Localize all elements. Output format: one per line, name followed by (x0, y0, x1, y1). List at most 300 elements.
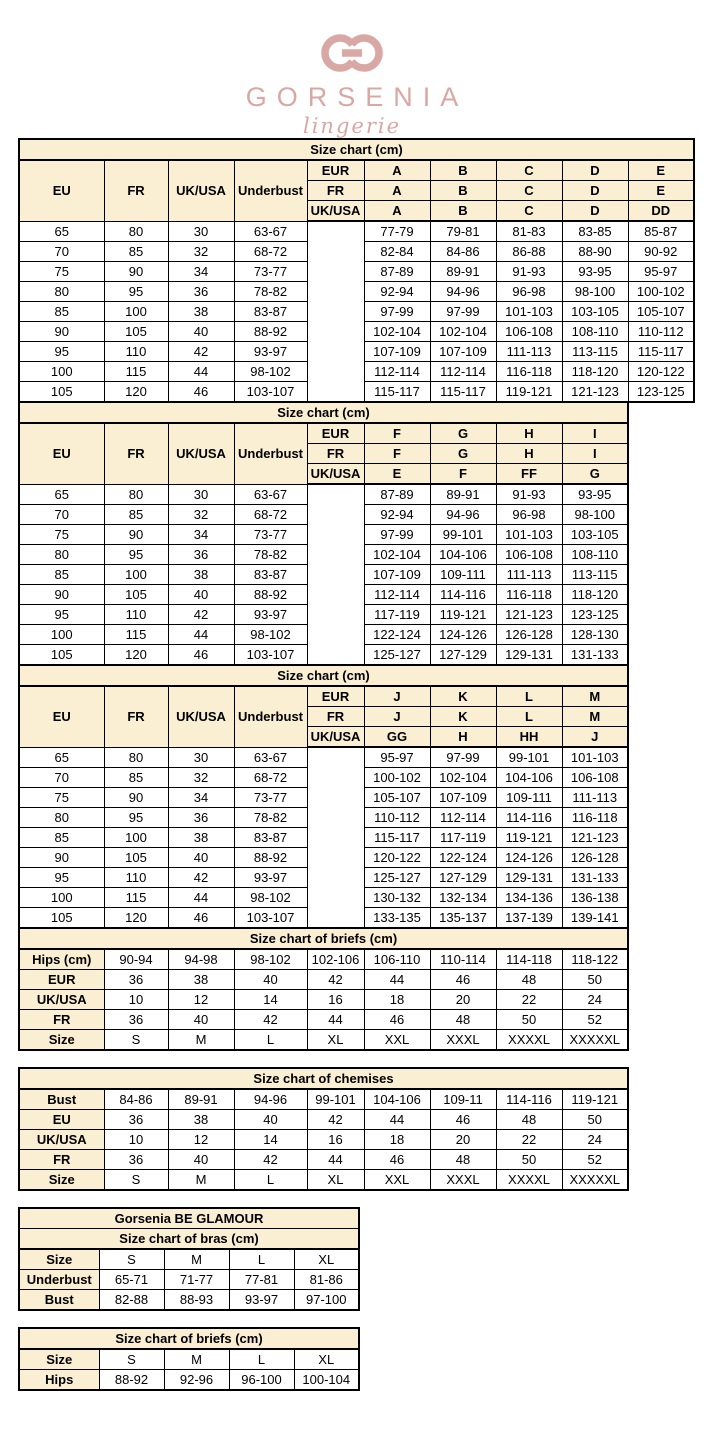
bust-range-cell: 134-136 (496, 888, 562, 908)
bust-range-cell: 103-105 (562, 302, 628, 322)
size-cell: 78-82 (234, 808, 307, 828)
size-cell: 71-77 (164, 1270, 229, 1290)
bust-range-cell: 105-107 (364, 788, 430, 808)
size-cell: 105 (19, 382, 104, 403)
size-cell: 36 (168, 282, 234, 302)
chart-title: Size chart (cm) (19, 402, 628, 423)
size-cell: 20 (430, 1130, 496, 1150)
size-cell: 70 (19, 768, 104, 788)
size-cell: 120 (104, 382, 168, 403)
bust-range-cell: 118-120 (562, 362, 628, 382)
spacer-cell (307, 221, 364, 402)
row-label: Size (19, 1349, 99, 1370)
size-cell: XL (307, 1030, 364, 1051)
size-cell: XXXL (430, 1170, 496, 1191)
size-cell: 70 (19, 505, 104, 525)
bust-range-cell: 130-132 (364, 888, 430, 908)
bust-range-cell: 82-84 (364, 242, 430, 262)
bust-range-cell: 90-92 (628, 242, 694, 262)
size-cell: 88-93 (164, 1290, 229, 1311)
size-cell: 36 (168, 545, 234, 565)
size-cell: 50 (496, 1010, 562, 1030)
size-cell: 44 (307, 1010, 364, 1030)
chart-title: Gorsenia BE GLAMOUR (19, 1208, 359, 1229)
size-cell: 46 (430, 1110, 496, 1130)
size-cell: 44 (168, 888, 234, 908)
size-cell: 24 (562, 990, 628, 1010)
bust-range-cell: 116-118 (496, 585, 562, 605)
size-cell: 115 (104, 362, 168, 382)
size-cell: 46 (430, 970, 496, 990)
size-chart-bras-cups-j-m (18, 664, 629, 929)
size-cell: M (164, 1349, 229, 1370)
size-cell: 32 (168, 242, 234, 262)
row-label: Hips (19, 1370, 99, 1391)
size-cell: 105 (104, 322, 168, 342)
size-cell: 105 (19, 645, 104, 666)
bust-range-cell: 95-97 (364, 747, 430, 768)
column-header: UK/USA (168, 423, 234, 484)
cup-size-header: J (562, 727, 628, 748)
size-cell: 52 (562, 1150, 628, 1170)
size-cell: 34 (168, 525, 234, 545)
size-cell: XXXL (430, 1030, 496, 1051)
bust-range-cell: 121-123 (496, 605, 562, 625)
size-cell: S (99, 1349, 164, 1370)
size-cell: 103-107 (234, 382, 307, 403)
bust-range-cell: 109-111 (430, 565, 496, 585)
cup-size-header: H (430, 727, 496, 748)
column-header: Underbust (234, 686, 307, 747)
size-cell: 52 (562, 1010, 628, 1030)
bust-range-cell: 102-104 (430, 768, 496, 788)
bust-range-cell: 93-95 (562, 262, 628, 282)
bust-range-cell: 111-113 (562, 788, 628, 808)
cup-system-label: FR (307, 181, 364, 201)
size-cell: 85 (19, 828, 104, 848)
bust-range-cell: 102-104 (430, 322, 496, 342)
size-cell: 110-114 (430, 949, 496, 970)
bust-range-cell: 124-126 (430, 625, 496, 645)
size-cell: 80 (104, 221, 168, 242)
size-cell: 80 (104, 484, 168, 505)
size-cell: 24 (562, 1130, 628, 1150)
size-cell: 89-91 (168, 1089, 234, 1110)
bust-range-cell: 112-114 (430, 362, 496, 382)
size-cell: 16 (307, 1130, 364, 1150)
cup-size-header: G (430, 444, 496, 464)
size-cell: 78-82 (234, 282, 307, 302)
bust-range-cell: 117-119 (430, 828, 496, 848)
row-label: UK/USA (19, 990, 104, 1010)
size-cell: 18 (364, 990, 430, 1010)
cup-size-header: A (364, 201, 430, 222)
size-cell: 100 (104, 302, 168, 322)
bust-range-cell: 113-115 (562, 342, 628, 362)
size-cell: 42 (234, 1150, 307, 1170)
size-cell: 14 (234, 1130, 307, 1150)
bust-range-cell: 101-103 (562, 747, 628, 768)
size-cell: 40 (168, 1150, 234, 1170)
cup-size-header: GG (364, 727, 430, 748)
size-cell: 106-110 (364, 949, 430, 970)
size-cell: 36 (168, 808, 234, 828)
size-cell: 100 (19, 362, 104, 382)
size-cell: 68-72 (234, 768, 307, 788)
bust-range-cell: 115-117 (628, 342, 694, 362)
bust-range-cell: 110-112 (628, 322, 694, 342)
size-cell: 65 (19, 221, 104, 242)
cup-size-header: D (562, 160, 628, 181)
bust-range-cell: 119-121 (496, 828, 562, 848)
bust-range-cell: 107-109 (364, 342, 430, 362)
size-cell: 114-118 (496, 949, 562, 970)
cup-size-header: C (496, 201, 562, 222)
size-cell: 50 (562, 970, 628, 990)
size-cell: 100 (19, 625, 104, 645)
size-cell: 93-97 (234, 868, 307, 888)
brand-name: GORSENIA (245, 82, 469, 112)
cup-size-header: B (430, 201, 496, 222)
size-cell: 99-101 (307, 1089, 364, 1110)
size-cell: 94-96 (234, 1089, 307, 1110)
cup-size-header: G (562, 464, 628, 485)
size-cell: 120 (104, 645, 168, 666)
size-cell: 77-81 (229, 1270, 294, 1290)
bust-range-cell: 115-117 (364, 382, 430, 403)
row-label: Hips (cm) (19, 949, 104, 970)
bust-range-cell: 116-118 (562, 808, 628, 828)
cup-size-header: E (628, 181, 694, 201)
size-cell: 38 (168, 970, 234, 990)
chart-title: Size chart of briefs (cm) (19, 1328, 359, 1349)
size-cell: 63-67 (234, 484, 307, 505)
bust-range-cell: 107-109 (430, 788, 496, 808)
cup-system-label: EUR (307, 686, 364, 707)
chart-title: Size chart (cm) (19, 665, 628, 686)
size-cell: 10 (104, 990, 168, 1010)
size-cell: 18 (364, 1130, 430, 1150)
bust-range-cell: 107-109 (364, 565, 430, 585)
size-cell: 40 (168, 322, 234, 342)
size-cell: 46 (168, 382, 234, 403)
bust-range-cell: 89-91 (430, 484, 496, 505)
cup-size-header: F (364, 423, 430, 444)
cup-system-label: UK/USA (307, 201, 364, 222)
size-cell: 83-87 (234, 828, 307, 848)
size-cell: 95 (19, 605, 104, 625)
size-cell: 105 (104, 848, 168, 868)
bust-range-cell: 105-107 (628, 302, 694, 322)
size-cell: 95 (104, 545, 168, 565)
size-cell: 85 (19, 565, 104, 585)
bust-range-cell: 113-115 (562, 565, 628, 585)
size-cell: 70 (19, 242, 104, 262)
size-cell: S (104, 1170, 168, 1191)
size-chart-bras-cups-f-i (18, 401, 629, 666)
size-cell: 36 (104, 970, 168, 990)
size-cell: 46 (168, 645, 234, 666)
row-label: UK/USA (19, 1130, 104, 1150)
bust-range-cell: 123-125 (562, 605, 628, 625)
row-label: EUR (19, 970, 104, 990)
bust-range-cell: 94-96 (430, 505, 496, 525)
bust-range-cell: 92-94 (364, 282, 430, 302)
cup-size-header: A (364, 181, 430, 201)
size-cell: 114-116 (496, 1089, 562, 1110)
bust-range-cell: 115-117 (430, 382, 496, 403)
bust-range-cell: 119-121 (496, 382, 562, 403)
size-cell: 50 (496, 1150, 562, 1170)
gg-monogram-icon (313, 30, 391, 76)
bust-range-cell: 133-135 (364, 908, 430, 929)
bust-range-cell: 106-108 (496, 322, 562, 342)
bust-range-cell: 89-91 (430, 262, 496, 282)
size-chart-briefs (18, 927, 629, 1051)
row-label: Bust (19, 1290, 99, 1311)
size-cell: 68-72 (234, 505, 307, 525)
size-cell: XXXXL (496, 1030, 562, 1051)
bust-range-cell: 126-128 (496, 625, 562, 645)
bust-range-cell: 104-106 (496, 768, 562, 788)
bust-range-cell: 79-81 (430, 221, 496, 242)
cup-size-header: J (364, 707, 430, 727)
size-cell: 95 (19, 342, 104, 362)
size-cell: 85 (104, 505, 168, 525)
size-cell: 80 (19, 808, 104, 828)
cup-size-header: C (496, 181, 562, 201)
size-cell: 10 (104, 1130, 168, 1150)
row-label: Size (19, 1170, 104, 1191)
size-cell: 98-102 (234, 888, 307, 908)
size-cell: XXL (364, 1170, 430, 1191)
bust-range-cell: 98-100 (562, 282, 628, 302)
bust-range-cell: 135-137 (430, 908, 496, 929)
bust-range-cell: 139-141 (562, 908, 628, 929)
cup-system-label: EUR (307, 160, 364, 181)
size-cell: 92-96 (164, 1370, 229, 1391)
cup-size-header: I (562, 423, 628, 444)
size-cell: XL (294, 1349, 359, 1370)
size-cell: 42 (168, 605, 234, 625)
cup-system-label: EUR (307, 423, 364, 444)
size-cell: 104-106 (364, 1089, 430, 1110)
bust-range-cell: 97-99 (364, 525, 430, 545)
size-cell: 93-97 (234, 605, 307, 625)
cup-size-header: G (430, 423, 496, 444)
bust-range-cell: 123-125 (628, 382, 694, 403)
row-label: Bust (19, 1089, 104, 1110)
cup-size-header: B (430, 181, 496, 201)
size-cell: 36 (104, 1150, 168, 1170)
cup-size-header: H (496, 444, 562, 464)
size-cell: 90 (104, 525, 168, 545)
bust-range-cell: 124-126 (496, 848, 562, 868)
size-cell: 94-98 (168, 949, 234, 970)
cup-system-label: UK/USA (307, 727, 364, 748)
bust-range-cell: 126-128 (562, 848, 628, 868)
size-cell: 88-92 (99, 1370, 164, 1391)
size-cell: 100 (104, 828, 168, 848)
size-cell: 42 (307, 1110, 364, 1130)
size-cell: 88-92 (234, 585, 307, 605)
cup-size-header: D (562, 201, 628, 222)
size-cell: 98-102 (234, 949, 307, 970)
size-cell: M (168, 1030, 234, 1051)
size-cell: 120 (104, 908, 168, 929)
bust-range-cell: 106-108 (562, 768, 628, 788)
size-cell: XL (307, 1170, 364, 1191)
column-header: EU (19, 160, 104, 221)
size-cell: 90 (104, 788, 168, 808)
cup-size-header: K (430, 707, 496, 727)
size-cell: 44 (307, 1150, 364, 1170)
size-cell: 90 (104, 262, 168, 282)
size-cell: 12 (168, 990, 234, 1010)
bust-range-cell: 114-116 (496, 808, 562, 828)
size-cell: 38 (168, 1110, 234, 1130)
bust-range-cell: 93-95 (562, 484, 628, 505)
size-cell: 46 (364, 1010, 430, 1030)
size-cell: 65 (19, 484, 104, 505)
size-cell: 109-11 (430, 1089, 496, 1110)
bust-range-cell: 96-98 (496, 282, 562, 302)
column-header: FR (104, 423, 168, 484)
cup-size-header: D (562, 181, 628, 201)
bust-range-cell: 132-134 (430, 888, 496, 908)
size-cell: 75 (19, 262, 104, 282)
bust-range-cell: 87-89 (364, 262, 430, 282)
size-cell: 88-92 (234, 848, 307, 868)
chart-title: Size chart of briefs (cm) (19, 928, 628, 949)
bust-range-cell: 107-109 (430, 342, 496, 362)
cup-system-label: FR (307, 444, 364, 464)
bust-range-cell: 97-99 (364, 302, 430, 322)
bust-range-cell: 102-104 (364, 322, 430, 342)
size-cell: XXXXXL (562, 1170, 628, 1191)
size-cell: 90 (19, 322, 104, 342)
size-cell: XXL (364, 1030, 430, 1051)
size-cell: 65 (19, 747, 104, 768)
size-cell: 40 (168, 848, 234, 868)
size-cell: 40 (234, 970, 307, 990)
size-cell: 42 (168, 342, 234, 362)
bust-range-cell: 121-123 (562, 382, 628, 403)
bust-range-cell: 87-89 (364, 484, 430, 505)
size-cell: 88-92 (234, 322, 307, 342)
size-cell: 16 (307, 990, 364, 1010)
size-cell: 96-100 (229, 1370, 294, 1391)
bust-range-cell: 115-117 (364, 828, 430, 848)
size-cell: 84-86 (104, 1089, 168, 1110)
size-cell: 90 (19, 585, 104, 605)
size-cell: 95 (104, 282, 168, 302)
bust-range-cell: 77-79 (364, 221, 430, 242)
bust-range-cell: 122-124 (430, 848, 496, 868)
size-cell: 63-67 (234, 221, 307, 242)
bust-range-cell: 129-131 (496, 868, 562, 888)
size-cell: 40 (234, 1110, 307, 1130)
bust-range-cell: 103-105 (562, 525, 628, 545)
size-cell: 90 (19, 848, 104, 868)
cup-size-header: I (562, 444, 628, 464)
size-cell: M (168, 1170, 234, 1191)
bust-range-cell: 128-130 (562, 625, 628, 645)
cup-size-header: F (364, 444, 430, 464)
size-cell: 20 (430, 990, 496, 1010)
size-cell: 38 (168, 828, 234, 848)
bust-range-cell: 136-138 (562, 888, 628, 908)
size-cell: 38 (168, 565, 234, 585)
row-label: FR (19, 1010, 104, 1030)
size-cell: 30 (168, 484, 234, 505)
size-cell: 95 (19, 868, 104, 888)
size-cell: L (229, 1249, 294, 1270)
size-cell: 85 (104, 242, 168, 262)
bust-range-cell: 131-133 (562, 868, 628, 888)
size-cell: 83-87 (234, 565, 307, 585)
size-cell: 42 (168, 868, 234, 888)
size-cell: 44 (364, 970, 430, 990)
cup-size-header: M (562, 686, 628, 707)
bust-range-cell: 121-123 (562, 828, 628, 848)
bust-range-cell: 91-93 (496, 484, 562, 505)
size-cell: 14 (234, 990, 307, 1010)
size-cell: XXXXL (496, 1170, 562, 1191)
size-cell: 102-106 (307, 949, 364, 970)
bust-range-cell: 98-100 (562, 505, 628, 525)
spacer-cell (307, 484, 364, 665)
bust-range-cell: 137-139 (496, 908, 562, 929)
row-label: EU (19, 1110, 104, 1130)
cup-size-header: F (430, 464, 496, 485)
size-cell: 73-77 (234, 788, 307, 808)
size-cell: S (104, 1030, 168, 1051)
bust-range-cell: 92-94 (364, 505, 430, 525)
bust-range-cell: 85-87 (628, 221, 694, 242)
bust-range-cell: 91-93 (496, 262, 562, 282)
size-cell: 103-107 (234, 645, 307, 666)
bust-range-cell: 84-86 (430, 242, 496, 262)
bust-range-cell: 102-104 (364, 545, 430, 565)
size-cell: 105 (104, 585, 168, 605)
size-cell: 115 (104, 625, 168, 645)
bust-range-cell: 88-90 (562, 242, 628, 262)
brand-logo (0, 0, 704, 138)
bust-range-cell: 106-108 (496, 545, 562, 565)
cup-size-header: A (364, 160, 430, 181)
size-cell: 22 (496, 1130, 562, 1150)
bust-range-cell: 99-101 (430, 525, 496, 545)
size-cell: 93-97 (234, 342, 307, 362)
column-header: FR (104, 160, 168, 221)
bust-range-cell: 120-122 (364, 848, 430, 868)
bust-range-cell: 100-102 (364, 768, 430, 788)
size-cell: 100 (19, 888, 104, 908)
bust-range-cell: 108-110 (562, 322, 628, 342)
bust-range-cell: 104-106 (430, 545, 496, 565)
bust-range-cell: 108-110 (562, 545, 628, 565)
column-header: UK/USA (168, 686, 234, 747)
bust-range-cell: 112-114 (364, 362, 430, 382)
size-cell: 110 (104, 342, 168, 362)
size-cell: 98-102 (234, 625, 307, 645)
size-cell: 82-88 (99, 1290, 164, 1311)
size-cell: 97-100 (294, 1290, 359, 1311)
size-cell: 85 (104, 768, 168, 788)
size-cell: 44 (168, 362, 234, 382)
size-cell: 30 (168, 747, 234, 768)
